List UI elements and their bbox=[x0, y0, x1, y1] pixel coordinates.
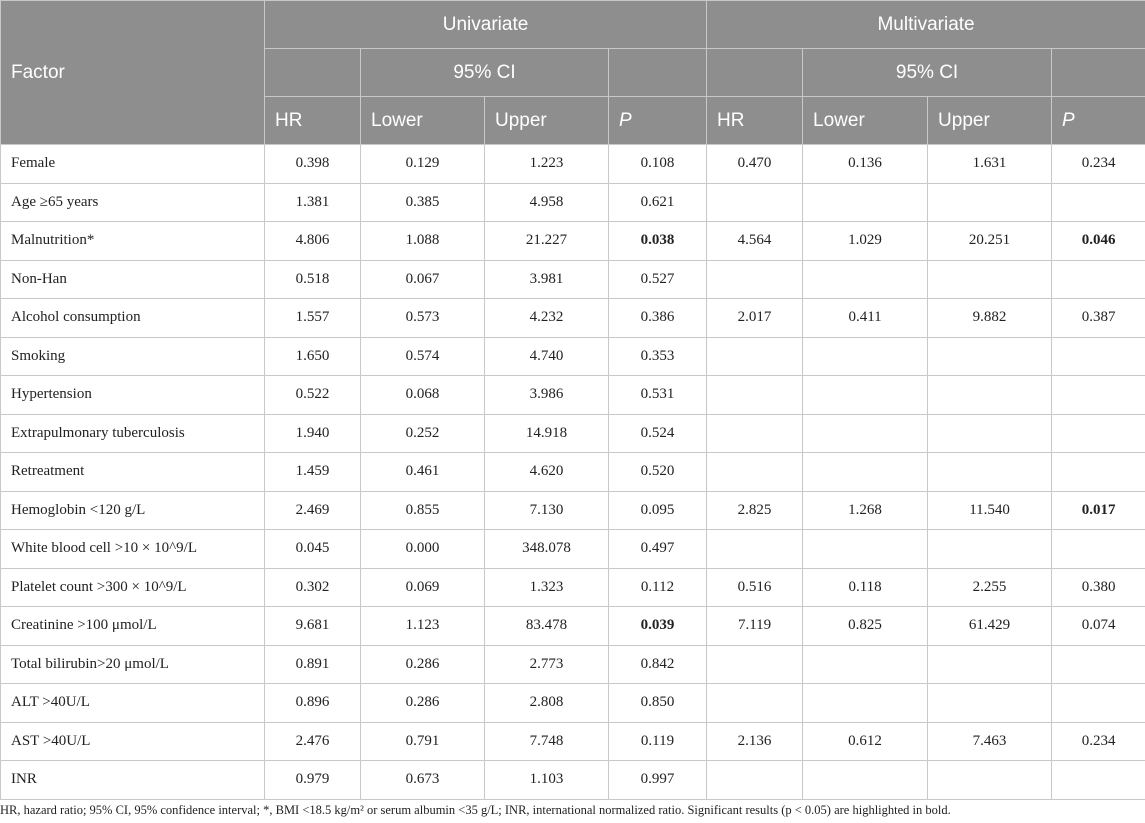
u-hr-cell: 2.476 bbox=[265, 722, 361, 761]
m-upper-cell bbox=[928, 337, 1052, 376]
univariate-lower-header: Lower bbox=[361, 97, 485, 145]
u-p-cell: 0.386 bbox=[609, 299, 707, 338]
u-upper-cell: 2.773 bbox=[485, 645, 609, 684]
factor-header: Factor bbox=[1, 1, 265, 145]
u-lower-cell: 0.068 bbox=[361, 376, 485, 415]
univariate-p-header: P bbox=[609, 97, 707, 145]
u-lower-cell: 0.069 bbox=[361, 568, 485, 607]
m-hr-cell: 2.825 bbox=[707, 491, 803, 530]
m-lower-cell bbox=[803, 645, 928, 684]
m-upper-cell bbox=[928, 260, 1052, 299]
u-upper-cell: 1.223 bbox=[485, 145, 609, 184]
u-lower-cell: 0.286 bbox=[361, 684, 485, 723]
u-p-cell: 0.524 bbox=[609, 414, 707, 453]
m-p-cell: 0.387 bbox=[1052, 299, 1145, 338]
m-p-cell bbox=[1052, 645, 1145, 684]
u-hr-cell: 0.398 bbox=[265, 145, 361, 184]
m-upper-cell bbox=[928, 414, 1052, 453]
u-lower-cell: 0.791 bbox=[361, 722, 485, 761]
u-lower-cell: 0.286 bbox=[361, 645, 485, 684]
u-upper-cell: 4.232 bbox=[485, 299, 609, 338]
u-hr-cell: 1.557 bbox=[265, 299, 361, 338]
m-p-cell bbox=[1052, 337, 1145, 376]
m-p-cell bbox=[1052, 761, 1145, 800]
m-hr-cell: 2.017 bbox=[707, 299, 803, 338]
u-lower-cell: 0.573 bbox=[361, 299, 485, 338]
factor-cell: White blood cell >10 × 10^9/L bbox=[1, 530, 265, 569]
multivariate-lower-header: Lower bbox=[803, 97, 928, 145]
u-p-cell: 0.531 bbox=[609, 376, 707, 415]
table-row bbox=[1, 722, 1145, 761]
u-hr-cell: 0.979 bbox=[265, 761, 361, 800]
u-p-cell: 0.039 bbox=[609, 607, 707, 646]
factor-cell: ALT >40U/L bbox=[1, 684, 265, 723]
factor-cell: Age ≥65 years bbox=[1, 183, 265, 222]
table-footnote: HR, hazard ratio; 95% CI, 95% confidence interval; *, BMI <18.5 kg/m² or serum albumin <35 g/L; INR, international normalized ratio. Significant results (p < 0.05) are highlighted in bold. bbox=[0, 803, 951, 817]
u-p-cell: 0.842 bbox=[609, 645, 707, 684]
u-upper-cell: 4.620 bbox=[485, 453, 609, 492]
m-hr-cell bbox=[707, 260, 803, 299]
u-hr-cell: 0.522 bbox=[265, 376, 361, 415]
table-row bbox=[1, 684, 1145, 723]
u-upper-cell: 21.227 bbox=[485, 222, 609, 261]
factor-cell: Female bbox=[1, 145, 265, 184]
m-upper-cell: 9.882 bbox=[928, 299, 1052, 338]
factor-cell: Hemoglobin <120 g/L bbox=[1, 491, 265, 530]
u-lower-cell: 1.123 bbox=[361, 607, 485, 646]
u-hr-cell: 9.681 bbox=[265, 607, 361, 646]
m-upper-cell: 7.463 bbox=[928, 722, 1052, 761]
table-row bbox=[1, 761, 1145, 800]
m-hr-cell: 0.516 bbox=[707, 568, 803, 607]
u-hr-cell: 1.650 bbox=[265, 337, 361, 376]
u-p-cell: 0.095 bbox=[609, 491, 707, 530]
u-upper-cell: 7.130 bbox=[485, 491, 609, 530]
m-lower-cell: 1.029 bbox=[803, 222, 928, 261]
u-p-cell: 0.119 bbox=[609, 722, 707, 761]
table-row bbox=[1, 491, 1145, 530]
multivariate-p-spacer bbox=[1052, 49, 1145, 97]
m-hr-cell: 7.119 bbox=[707, 607, 803, 646]
table-row bbox=[1, 299, 1145, 338]
m-hr-cell: 2.136 bbox=[707, 722, 803, 761]
m-p-cell bbox=[1052, 260, 1145, 299]
u-upper-cell: 2.808 bbox=[485, 684, 609, 723]
m-lower-cell bbox=[803, 684, 928, 723]
u-upper-cell: 3.981 bbox=[485, 260, 609, 299]
m-lower-cell bbox=[803, 530, 928, 569]
m-hr-cell: 4.564 bbox=[707, 222, 803, 261]
factor-cell: Non-Han bbox=[1, 260, 265, 299]
multivariate-hr-header: HR bbox=[707, 97, 803, 145]
u-hr-cell: 2.469 bbox=[265, 491, 361, 530]
m-upper-cell bbox=[928, 645, 1052, 684]
factor-cell: Retreatment bbox=[1, 453, 265, 492]
u-p-cell: 0.527 bbox=[609, 260, 707, 299]
table-row bbox=[1, 453, 1145, 492]
table-body bbox=[1, 145, 1145, 800]
u-hr-cell: 0.045 bbox=[265, 530, 361, 569]
u-hr-cell: 1.381 bbox=[265, 183, 361, 222]
m-upper-cell bbox=[928, 761, 1052, 800]
m-lower-cell: 0.411 bbox=[803, 299, 928, 338]
m-hr-cell bbox=[707, 337, 803, 376]
m-lower-cell: 0.825 bbox=[803, 607, 928, 646]
m-hr-cell bbox=[707, 453, 803, 492]
m-p-cell bbox=[1052, 530, 1145, 569]
u-upper-cell: 4.740 bbox=[485, 337, 609, 376]
u-upper-cell: 83.478 bbox=[485, 607, 609, 646]
univariate-ci-header: 95% CI bbox=[361, 49, 609, 97]
univariate-hr-header: HR bbox=[265, 97, 361, 145]
u-lower-cell: 0.385 bbox=[361, 183, 485, 222]
table-row bbox=[1, 414, 1145, 453]
factor-cell: Extrapulmonary tuberculosis bbox=[1, 414, 265, 453]
u-p-cell: 0.497 bbox=[609, 530, 707, 569]
u-p-cell: 0.038 bbox=[609, 222, 707, 261]
u-upper-cell: 3.986 bbox=[485, 376, 609, 415]
m-p-cell bbox=[1052, 684, 1145, 723]
u-upper-cell: 1.323 bbox=[485, 568, 609, 607]
m-hr-cell bbox=[707, 183, 803, 222]
m-lower-cell: 1.268 bbox=[803, 491, 928, 530]
m-upper-cell: 20.251 bbox=[928, 222, 1052, 261]
u-p-cell: 0.621 bbox=[609, 183, 707, 222]
m-lower-cell: 0.136 bbox=[803, 145, 928, 184]
m-upper-cell bbox=[928, 530, 1052, 569]
table-row bbox=[1, 568, 1145, 607]
table-row bbox=[1, 607, 1145, 646]
table-row bbox=[1, 260, 1145, 299]
u-p-cell: 0.850 bbox=[609, 684, 707, 723]
u-hr-cell: 0.891 bbox=[265, 645, 361, 684]
m-hr-cell bbox=[707, 761, 803, 800]
m-p-cell: 0.046 bbox=[1052, 222, 1145, 261]
table-row bbox=[1, 145, 1145, 184]
m-upper-cell: 61.429 bbox=[928, 607, 1052, 646]
factor-cell: INR bbox=[1, 761, 265, 800]
u-upper-cell: 348.078 bbox=[485, 530, 609, 569]
factor-cell: Creatinine >100 μmol/L bbox=[1, 607, 265, 646]
u-lower-cell: 0.673 bbox=[361, 761, 485, 800]
m-hr-cell bbox=[707, 645, 803, 684]
univariate-p-spacer bbox=[609, 49, 707, 97]
table-header bbox=[1, 1, 1145, 145]
u-lower-cell: 0.574 bbox=[361, 337, 485, 376]
u-lower-cell: 0.252 bbox=[361, 414, 485, 453]
m-p-cell: 0.380 bbox=[1052, 568, 1145, 607]
univariate-hr-spacer bbox=[265, 49, 361, 97]
m-lower-cell bbox=[803, 337, 928, 376]
u-p-cell: 0.112 bbox=[609, 568, 707, 607]
u-p-cell: 0.108 bbox=[609, 145, 707, 184]
m-upper-cell: 11.540 bbox=[928, 491, 1052, 530]
u-hr-cell: 0.896 bbox=[265, 684, 361, 723]
m-p-cell bbox=[1052, 376, 1145, 415]
m-upper-cell bbox=[928, 453, 1052, 492]
u-upper-cell: 1.103 bbox=[485, 761, 609, 800]
factor-cell: Malnutrition* bbox=[1, 222, 265, 261]
multivariate-upper-header: Upper bbox=[928, 97, 1052, 145]
u-p-cell: 0.997 bbox=[609, 761, 707, 800]
table-row bbox=[1, 183, 1145, 222]
u-lower-cell: 0.855 bbox=[361, 491, 485, 530]
multivariate-ci-header: 95% CI bbox=[803, 49, 1052, 97]
u-upper-cell: 4.958 bbox=[485, 183, 609, 222]
table-row bbox=[1, 645, 1145, 684]
u-lower-cell: 0.000 bbox=[361, 530, 485, 569]
m-lower-cell bbox=[803, 376, 928, 415]
table-row bbox=[1, 376, 1145, 415]
m-p-cell bbox=[1052, 414, 1145, 453]
u-lower-cell: 0.461 bbox=[361, 453, 485, 492]
u-hr-cell: 1.940 bbox=[265, 414, 361, 453]
factor-cell: Total bilirubin>20 μmol/L bbox=[1, 645, 265, 684]
table-row bbox=[1, 337, 1145, 376]
u-lower-cell: 0.129 bbox=[361, 145, 485, 184]
u-p-cell: 0.353 bbox=[609, 337, 707, 376]
m-p-cell: 0.017 bbox=[1052, 491, 1145, 530]
m-p-cell bbox=[1052, 183, 1145, 222]
m-upper-cell bbox=[928, 684, 1052, 723]
u-hr-cell: 0.518 bbox=[265, 260, 361, 299]
m-lower-cell: 0.612 bbox=[803, 722, 928, 761]
univariate-upper-header: Upper bbox=[485, 97, 609, 145]
multivariate-header: Multivariate bbox=[707, 1, 1145, 49]
m-lower-cell bbox=[803, 414, 928, 453]
m-lower-cell: 0.118 bbox=[803, 568, 928, 607]
m-upper-cell bbox=[928, 183, 1052, 222]
u-upper-cell: 7.748 bbox=[485, 722, 609, 761]
m-hr-cell: 0.470 bbox=[707, 145, 803, 184]
u-hr-cell: 1.459 bbox=[265, 453, 361, 492]
multivariate-p-header: P bbox=[1052, 97, 1145, 145]
factor-cell: Platelet count >300 × 10^9/L bbox=[1, 568, 265, 607]
m-lower-cell bbox=[803, 453, 928, 492]
m-hr-cell bbox=[707, 684, 803, 723]
m-upper-cell: 1.631 bbox=[928, 145, 1052, 184]
m-hr-cell bbox=[707, 414, 803, 453]
multivariate-hr-spacer bbox=[707, 49, 803, 97]
univariate-header: Univariate bbox=[265, 1, 707, 49]
m-p-cell: 0.074 bbox=[1052, 607, 1145, 646]
u-lower-cell: 0.067 bbox=[361, 260, 485, 299]
m-hr-cell bbox=[707, 530, 803, 569]
factor-cell: Hypertension bbox=[1, 376, 265, 415]
u-upper-cell: 14.918 bbox=[485, 414, 609, 453]
m-p-cell bbox=[1052, 453, 1145, 492]
u-lower-cell: 1.088 bbox=[361, 222, 485, 261]
m-p-cell: 0.234 bbox=[1052, 145, 1145, 184]
m-hr-cell bbox=[707, 376, 803, 415]
u-p-cell: 0.520 bbox=[609, 453, 707, 492]
table-row bbox=[1, 222, 1145, 261]
m-upper-cell bbox=[928, 376, 1052, 415]
factor-cell: Smoking bbox=[1, 337, 265, 376]
factor-cell: AST >40U/L bbox=[1, 722, 265, 761]
u-hr-cell: 4.806 bbox=[265, 222, 361, 261]
factor-cell: Alcohol consumption bbox=[1, 299, 265, 338]
m-upper-cell: 2.255 bbox=[928, 568, 1052, 607]
m-p-cell: 0.234 bbox=[1052, 722, 1145, 761]
table-row bbox=[1, 530, 1145, 569]
u-hr-cell: 0.302 bbox=[265, 568, 361, 607]
m-lower-cell bbox=[803, 761, 928, 800]
m-lower-cell bbox=[803, 260, 928, 299]
m-lower-cell bbox=[803, 183, 928, 222]
